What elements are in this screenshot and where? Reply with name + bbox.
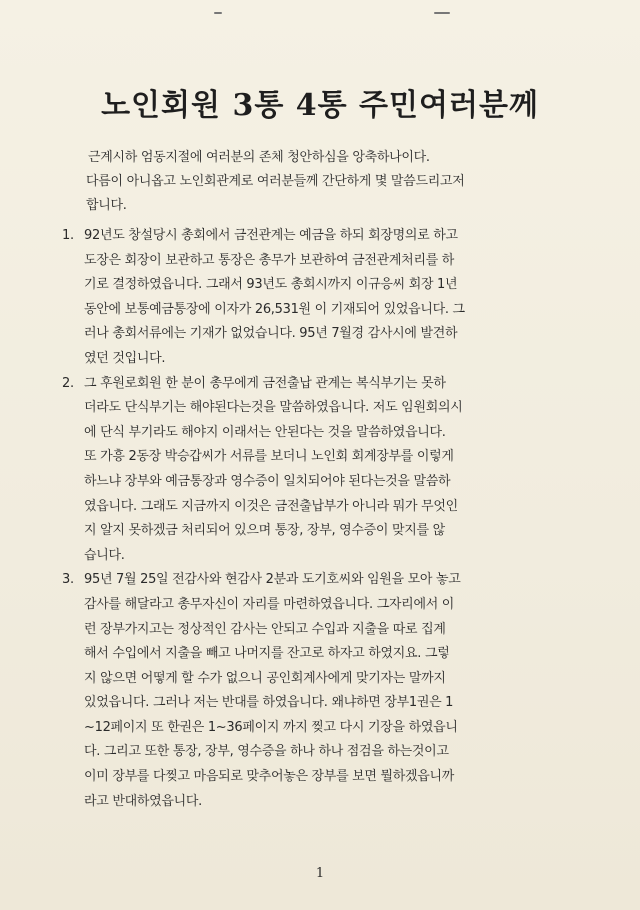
item-line: 더라도 단식부기는 해야된다는것을 말씀하였읍니다. 저도 임원회의시 (84, 400, 463, 416)
item-line: 감사를 해달라고 총무자신이 자리를 마련하였읍니다. 그자리에서 이 (84, 596, 455, 612)
item-line: 기로 결정하였읍니다. 그래서 93년도 총회시까지 이규응씨 회장 1년 (84, 277, 458, 293)
item-line: 92년도 창설당시 총회에서 금전관계는 예금을 하되 회장명의로 하고 (84, 228, 458, 243)
item-line: 또 가흥 2동장 박승갑씨가 서류를 보더니 노인회 회계장부를 이렇게 (84, 449, 454, 465)
item-line: 이미 장부를 다찢고 마음되로 맞추어놓은 장부를 보면 뭘하겠읍니까 (84, 769, 455, 785)
item-line: 러나 총회서류에는 기재가 없었습니다. 95년 7월경 감사시에 발견하 (84, 326, 458, 342)
intro-line: 근계시하 엄동지절에 여러분의 존체 청안하심을 앙축하나이다. (88, 150, 430, 165)
item-line: 지 알지 못하겠금 처리되어 있으며 통장, 장부, 영수증이 맞지를 않 (84, 523, 445, 539)
numbered-list (62, 224, 592, 814)
item-line: 습니다. (84, 547, 125, 563)
item-line: 있었읍니다. 그러나 저는 반대를 하였읍니다. 왜냐하면 장부1권은 1 (84, 695, 454, 711)
item-line: 였읍니다. 그래도 지금까지 이것은 금전출납부가 아니라 뭐가 무엇인 (84, 498, 458, 514)
staple-mark (214, 12, 222, 14)
list-item (62, 372, 592, 569)
item-line: 다. 그리고 또한 통장, 장부, 영수증을 하나 하나 점검을 하는것이고 (84, 744, 449, 760)
item-line: 동안에 보통예금통장에 이자가 26,531원 이 기재되어 있었읍니다. 그 (84, 301, 465, 317)
item-number: 2. (62, 375, 74, 391)
intro-line: 다름이 아니옵고 노인회관계로 여러분들께 간단하게 몇 말씀드리고저 (86, 174, 465, 189)
item-line: ~12페이지 또 한권은 1~36페이지 까지 찢고 다시 기장을 하였읍니 (84, 719, 458, 735)
document-title: 노인회원 3통 4통 주민여러분께 (101, 88, 539, 123)
page-number: 1 (315, 866, 325, 881)
staple-mark (434, 12, 450, 14)
item-number: 3. (62, 572, 74, 588)
item-line: 95년 7월 25일 전감사와 현감사 2분과 도기호씨와 임원을 모아 놓고 (84, 572, 461, 588)
item-line: 도장은 회장이 보관하고 통장은 총무가 보관하여 금전관계처리를 하 (84, 252, 455, 268)
item-line: 였던 것입니다. (84, 350, 166, 366)
intro-paragraph (86, 146, 586, 218)
item-line: 그 후원로회원 한 분이 총무에게 금전출납 관계는 복식부기는 못하 (84, 375, 446, 391)
list-item (62, 224, 592, 372)
item-line: 런 장부가지고는 정상적인 감사는 안되고 수입과 지출을 따로 집계 (84, 621, 446, 637)
item-line: 지 않으면 어떻게 할 수가 없으니 공인회계사에게 맞기자는 말까지 (84, 670, 446, 686)
item-line: 해서 수입에서 지출을 빼고 나머지를 잔고로 하자고 하였지요. 그렇 (84, 646, 450, 662)
item-line: 에 단식 부기라도 해야지 이래서는 안된다는 것을 말씀하였읍니다. (84, 424, 446, 440)
item-line: 라고 반대하였읍니다. (84, 793, 202, 809)
item-number: 1. (62, 228, 74, 243)
intro-line: 합니다. (86, 198, 127, 213)
item-line: 하느냐 장부와 예금통장과 영수증이 일치되어야 된다는것을 말씀하 (84, 473, 451, 489)
list-item (62, 568, 592, 814)
